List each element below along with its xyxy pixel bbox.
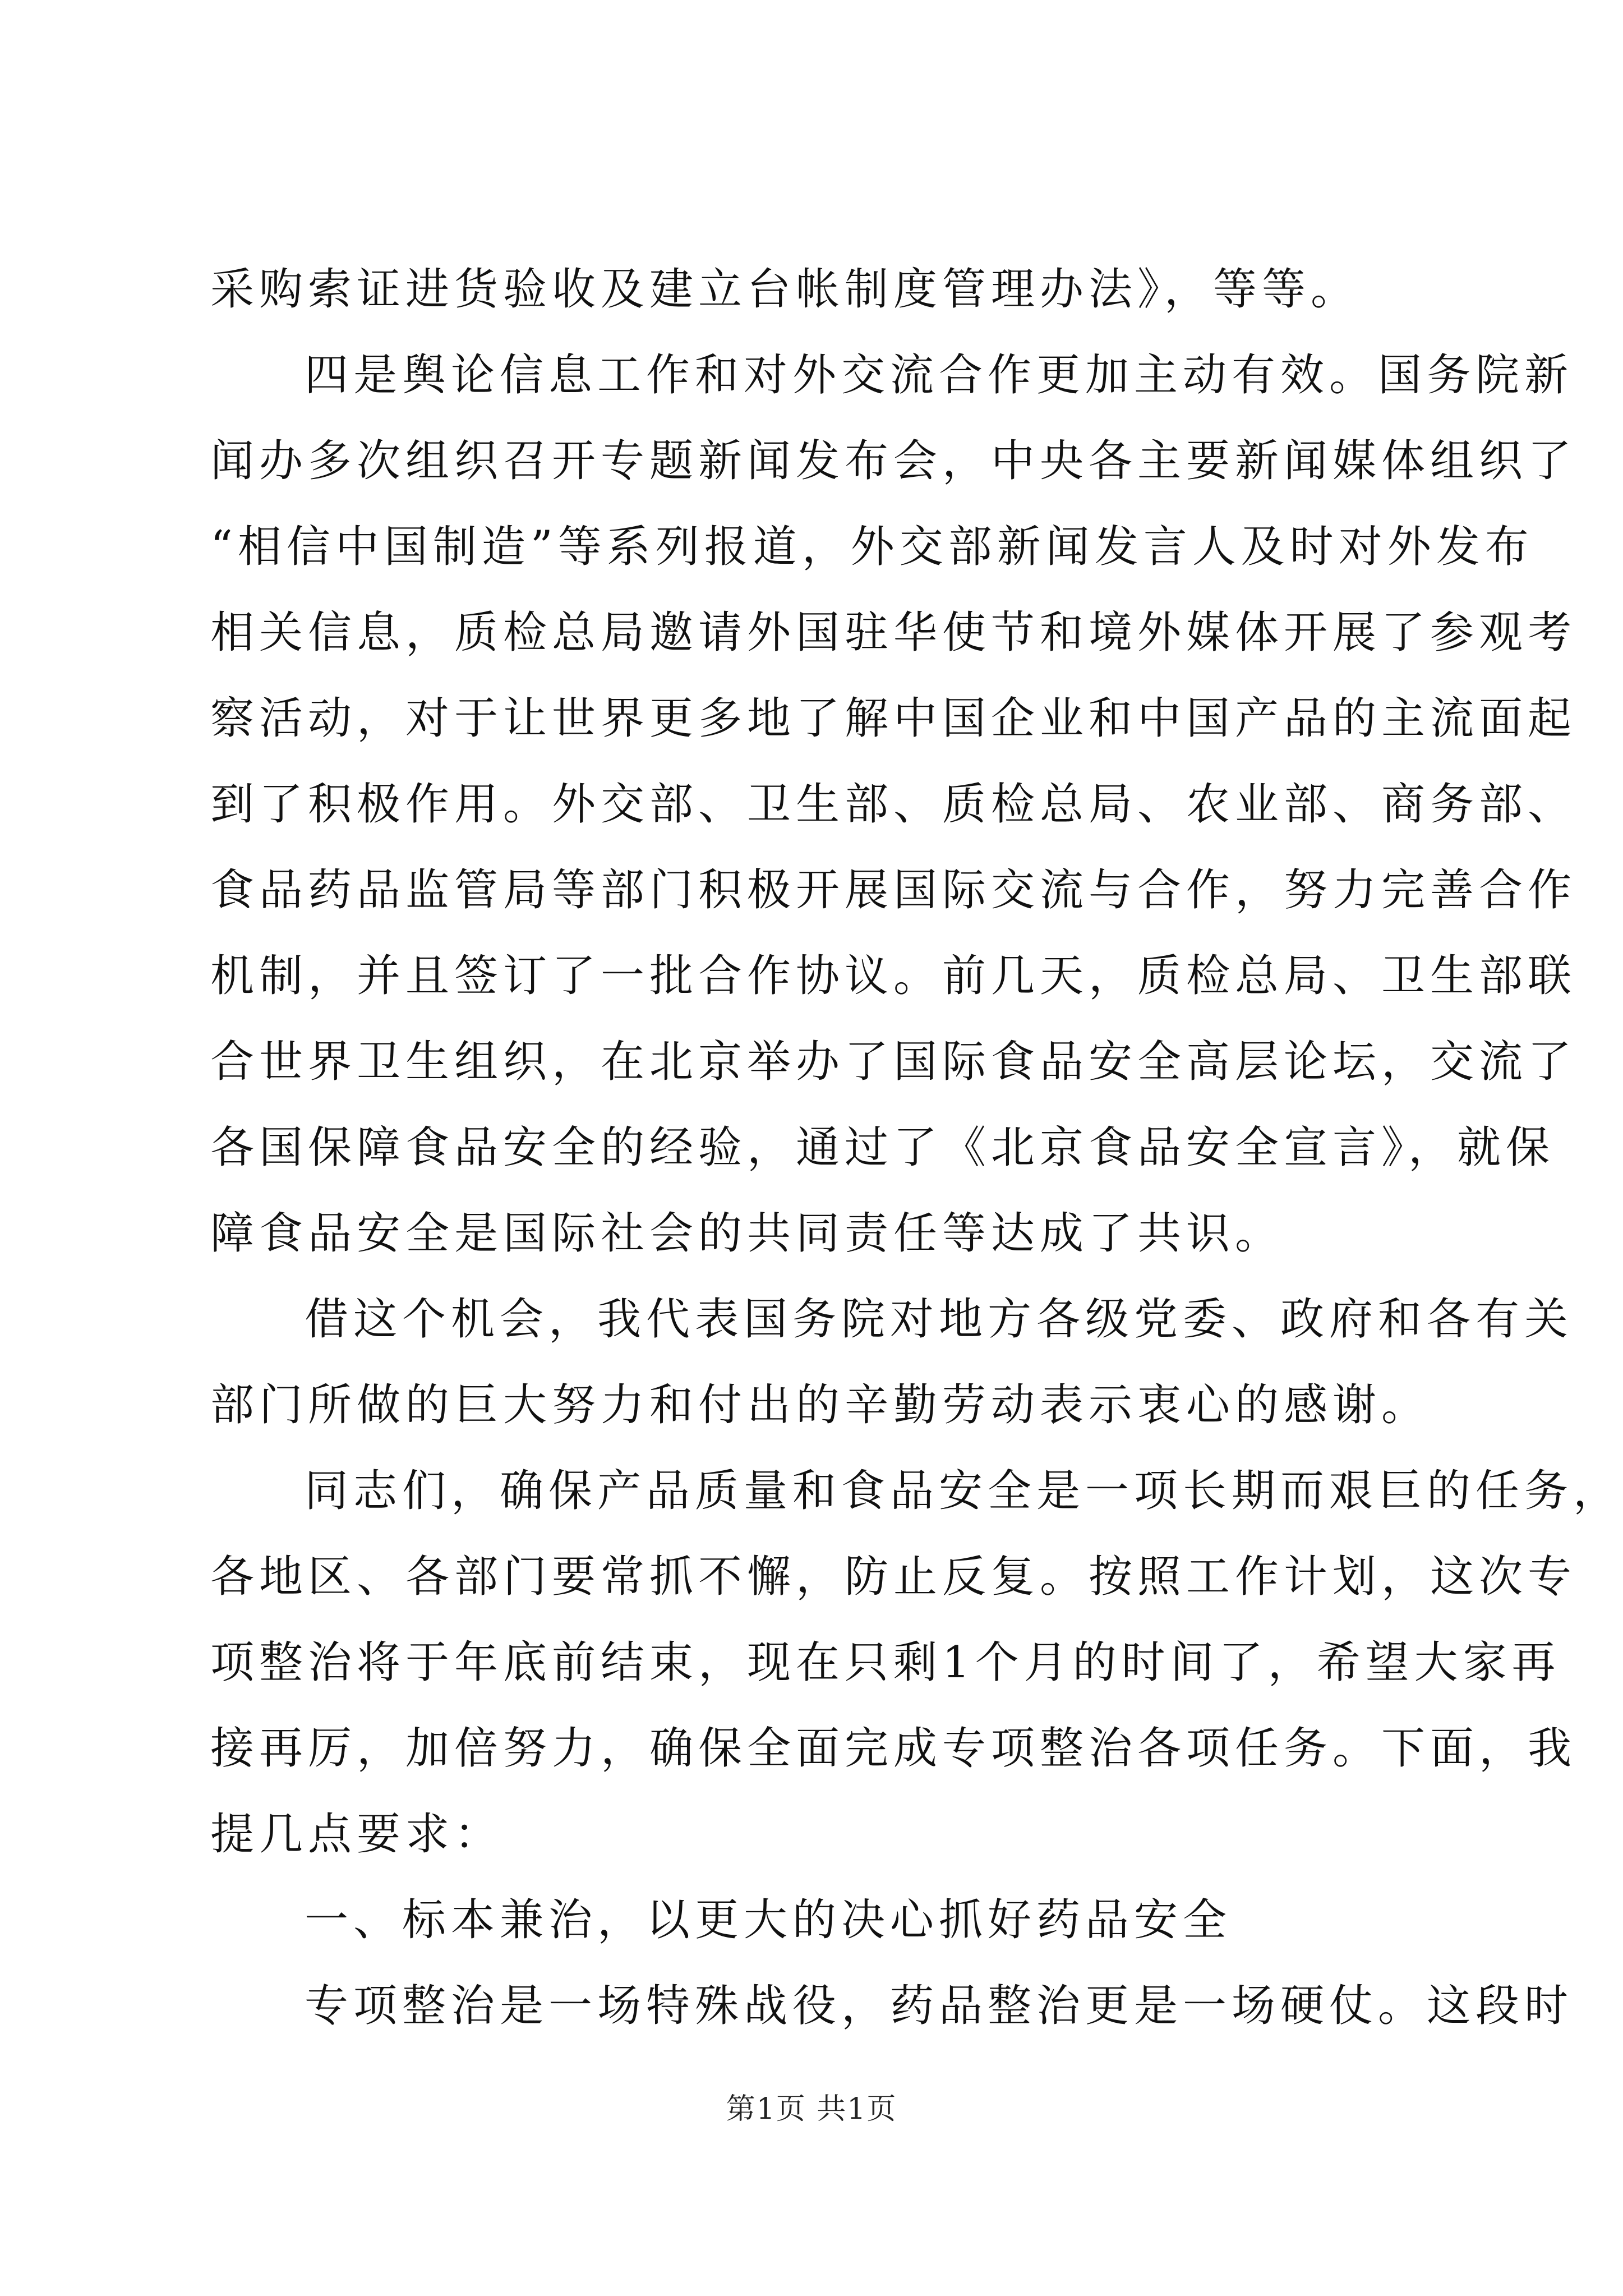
page-footer	[0, 2087, 1623, 2132]
paragraph-start-line: 借这个机会，我代表国务院对地方各级党委、政府和各有关	[305, 1294, 1574, 1345]
document-body	[210, 247, 1622, 2049]
text-line: 部门所做的巨大努力和付出的辛勤劳动表示衷心的感谢。	[210, 1380, 1431, 1430]
text-line: 相关信息，质检总局邀请外国驻华使节和境外媒体开展了参观考	[210, 608, 1577, 658]
text-line: 各国保障食品安全的经验，通过了《北京食品安全宣言》，就保	[210, 1122, 1555, 1173]
text-line: 项整治将于年底前结束，现在只剩1个月的时间了，希望大家再	[210, 1637, 1561, 1688]
text-line: 障食品安全是国际社会的共同责任等达成了共识。	[210, 1208, 1284, 1259]
text-line: 闻办多次组织召开专题新闻发布会，中央各主要新闻媒体组织了	[210, 436, 1577, 486]
text-line: 到了积极作用。外交部、卫生部、质检总局、农业部、商务部、	[210, 779, 1577, 830]
text-line: 提几点要求：	[210, 1809, 504, 1860]
text-line: 机制，并且签订了一批合作协议。前几天，质检总局、卫生部联	[210, 951, 1577, 1001]
text-line: 接再厉，加倍努力，确保全面完成专项整治各项任务。下面，我	[210, 1723, 1577, 1774]
section-heading: 一、标本兼治，以更大的决心抓好药品安全	[305, 1895, 1232, 1945]
paragraph-start-line: 专项整治是一场特殊战役，药品整治更是一场硬仗。这段时	[305, 1981, 1574, 2031]
paragraph-start-line: 同志们，确保产品质量和食品安全是一项长期而艰巨的任务，	[305, 1466, 1622, 1516]
text-line: “相信中国制造”等系列报道，外交部新闻发言人及时对外发布	[210, 522, 1534, 572]
page-number: 第1页 共1页	[726, 2092, 897, 2126]
text-line: 察活动，对于让世界更多地了解中国企业和中国产品的主流面起	[210, 693, 1577, 744]
text-line: 合世界卫生组织，在北京举办了国际食品安全高层论坛，交流了	[210, 1037, 1577, 1087]
paragraph-start-line: 四是舆论信息工作和对外交流合作更加主动有效。国务院新	[305, 350, 1574, 401]
text-line: 各地区、各部门要常抓不懈，防止反复。按照工作计划，这次专	[210, 1552, 1577, 1602]
text-line: 食品药品监管局等部门积极开展国际交流与合作，努力完善合作	[210, 865, 1577, 915]
text-line: 采购索证进货验收及建立台帐制度管理办法》，等等。	[210, 264, 1360, 315]
